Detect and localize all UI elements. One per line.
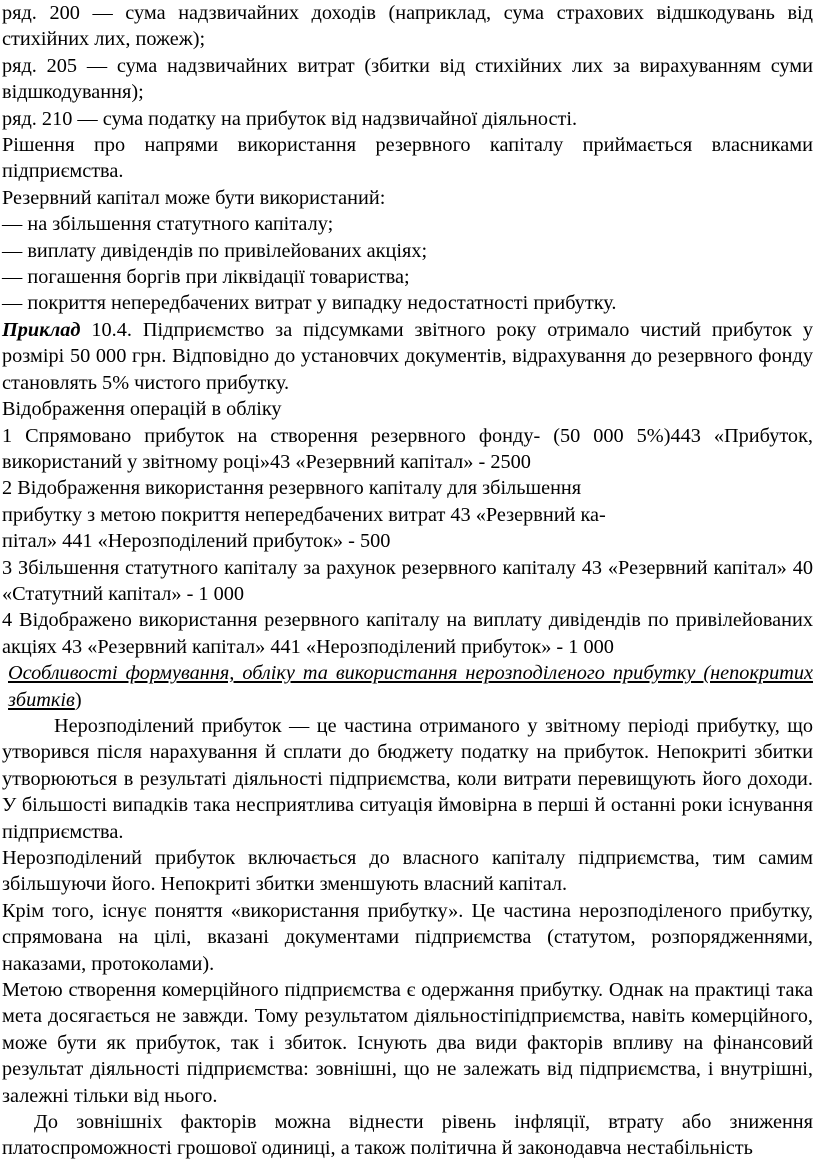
retained-earnings-definition: Нерозподілений прибуток — це частина отриманого у звітному періоді прибутку, що утворився після нарахування й сплати до бюджету податку на прибуток. Непокриті збитки утворюються в результаті діяльності підприємства, коли витрати перевищують його доходи. У більшості випадків така несприятлива ситуація ймовірна в перші й останні роки існування підприємства. — [2, 714, 813, 843]
section-heading-text: Особливості формування, обліку та використання нерозподіленого прибутку (непокритих збитків — [8, 662, 813, 711]
usage-list-item: — на збільшення статутного капіталу; — [2, 213, 334, 236]
reserve-decision-paragraph: Рішення про напрями використання резервного капіталу приймається власниками підприємства. — [2, 134, 813, 183]
entry-2-line-3: пітал» 441 «Нерозподілений прибуток» - 500 — [2, 530, 391, 553]
line-row-210: ряд. 210 — сума податку на прибуток від надзвичайної діяльності. — [2, 107, 578, 130]
profit-usage-paragraph: Крім того, існує поняття «використання прибутку». Це частина нерозподіленого прибутку, спрямована на цілі, вказані документами підприємства (статутом, розпорядженнями, наказами, протоколами). — [2, 899, 813, 975]
example-paragraph — [2, 317, 813, 396]
external-factors-paragraph: До зовнішніх факторів можна віднести рівень інфляції, втрату або зниження платоспроможності грошової одиниці, а також політична й законодавча нестабільність — [2, 1111, 813, 1160]
section-heading — [2, 660, 813, 713]
example-label: Приклад — [2, 318, 81, 341]
line-row-200: ряд. 200 — сума надзвичайних доходів (наприклад, сума страхових відшкодувань від стихійних лих, пожеж); — [2, 2, 813, 51]
reserve-usage-intro: Резервний капітал може бути використаний: — [2, 186, 386, 209]
entry-2-line-1: 2 Відображення використання резервного капіталу для збільшення — [2, 477, 582, 500]
entry-1: 1 Спрямовано прибуток на створення резервного фонду- (50 000 5%)443 «Прибуток, використаний у звітному році»43 «Резервний капітал» - 2500 — [2, 424, 813, 473]
entry-3: 3 Збільшення статутного капіталу за рахунок резервного капіталу 43 «Резервний капітал» 40 «Статутний капітал» - 1 000 — [2, 556, 813, 605]
example-text: 10.4. Підприємство за підсумками звітного року отримало чистий прибуток у розмірі 50 000 грн. Відповідно до установчих документів, відрахування до резервного фонду становлять 5% чистого прибутку. — [2, 318, 813, 394]
usage-list-item: — погашення боргів при ліквідації товариства; — [2, 266, 410, 289]
usage-list-item: — покриття непередбачених витрат у випадку недостатності прибутку. — [2, 292, 617, 315]
entry-4: 4 Відображено використання резервного капіталу на виплату дивідендів по привілейованих акціях 43 «Резервний капітал» 441 «Нерозподілений прибуток» - 1 000 — [2, 609, 813, 658]
usage-list-item: — виплату дивідендів по привілейованих акціях; — [2, 239, 428, 262]
operations-title: Відображення операцій в обліку — [2, 398, 282, 421]
profit-factors-paragraph: Метою створення комерційного підприємства є одержання прибутку. Однак на практиці така мета досягається не завжди. Тому результатом діяльностіпідприємства, навіть комерційного, може бути як прибуток, так і збиток. Існують два види факторів впливу на фінансовий результат діяльності підприємства: зовнішні, що не залежать від підприємства, і внутрішні, залежні тільки від нього. — [2, 979, 813, 1107]
section-heading-close: ) — [74, 688, 82, 711]
retained-earnings-equity: Нерозподілений прибуток включається до власного капіталу підприємства, тим самим збільшуючи його. Непокриті збитки зменшують власний капітал. — [2, 847, 813, 896]
entry-2-line-2: прибутку з метою покриття непередбачених витрат 43 «Резервний ка- — [2, 503, 606, 526]
line-row-205: ряд. 205 — сума надзвичайних витрат (збитки від стихійних лих за вирахуванням суми відшкодування); — [2, 54, 813, 104]
